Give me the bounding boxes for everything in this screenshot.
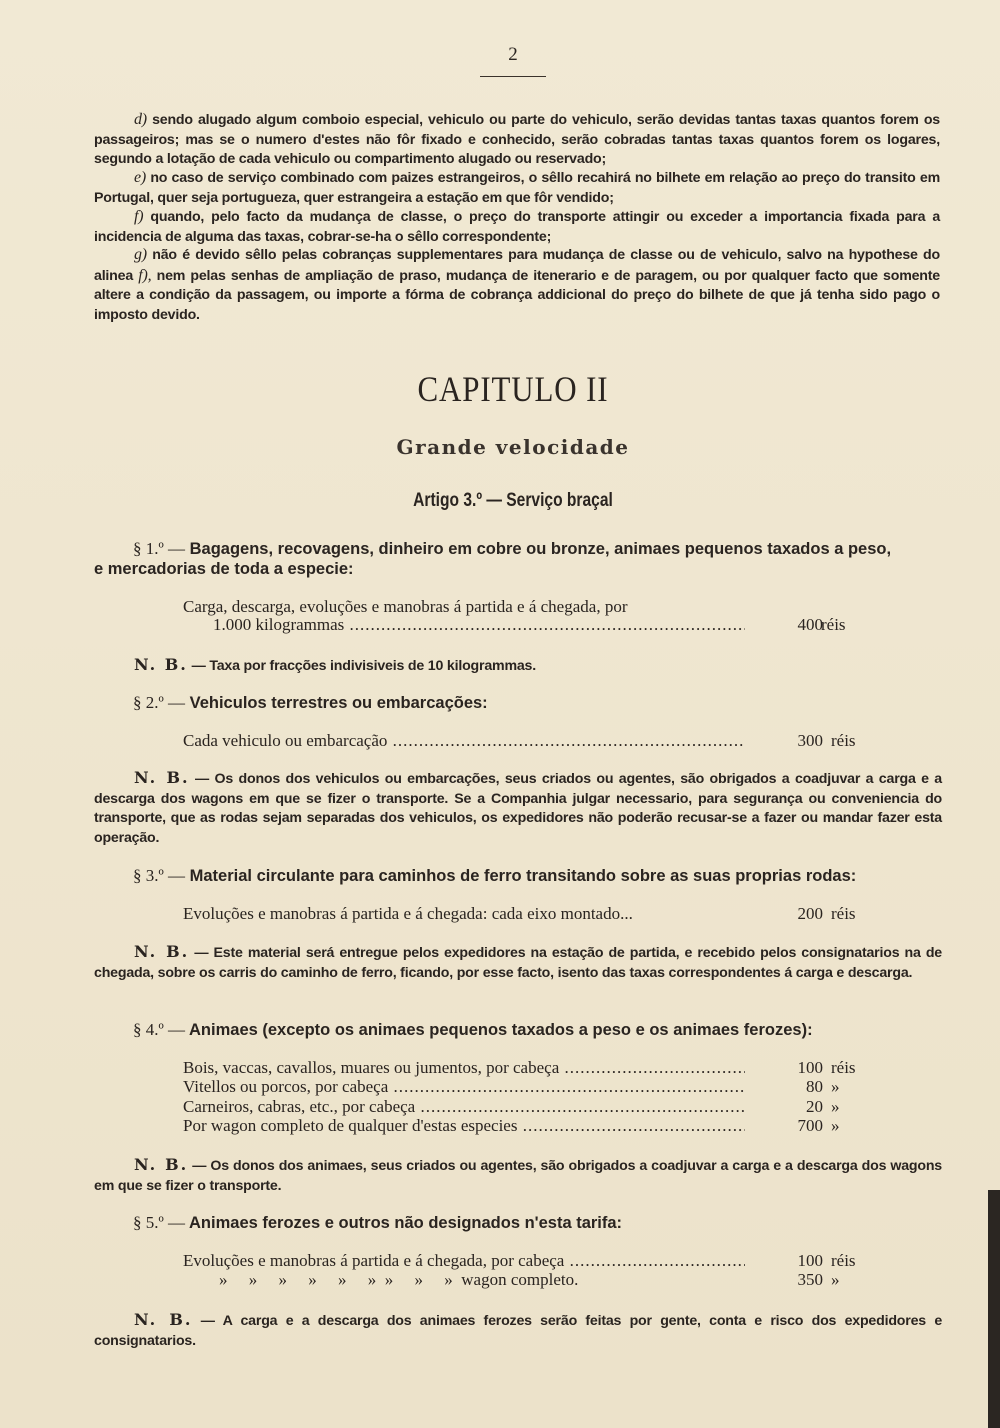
section-number: § 5.º — [133, 1213, 186, 1232]
tariff-row [183, 904, 857, 923]
section-title: Bagagens, recovagens, dinheiro em cobre ou bronze, animaes pequenos taxados a peso, [189, 540, 892, 558]
item-marker: f) [134, 208, 144, 225]
tariff-row [219, 1270, 893, 1289]
tariff-amount: 300 [797, 731, 823, 750]
item-reference: f), [138, 266, 152, 284]
item-marker: d) [134, 111, 147, 128]
tariff-unit: réis [831, 731, 856, 750]
paragraph-f [94, 207, 940, 247]
section-number: § 2.º — [133, 693, 186, 712]
tariff-unit: réis [821, 615, 846, 634]
article-title: Artigo 3.º — Serviço braçal [413, 490, 613, 511]
tariff-unit: » [831, 1077, 840, 1096]
item-marker: e) [134, 169, 147, 186]
page-number: 2 [508, 44, 518, 65]
page-number-rule [480, 76, 546, 77]
nota-bene-1: N. B. — Taxa por fracções indivisiveis de 10 kilogrammas. [94, 655, 942, 677]
nb-label: N. B. [134, 1310, 193, 1329]
tariff-description: Bois, vaccas, cavallos, muares ou jumentos, por cabeça ..... [183, 1058, 745, 1077]
nb-label: N. B. [134, 768, 190, 787]
nota-bene-3: N. B. — Este material será entregue pelos expedidores na estação de partida, e recebido pelos consignatarios na de chegada, sobre os carris do caminho de ferro, ficando, por esse facto, isento das taxas correspondentes á carga e descarga. [94, 942, 942, 981]
paragraph-text: quando, pelo facto da mudança de classe, o preço do transporte attingir ou exceder a importancia fixada para a incidencia de alguma das taxas, cobrar-se-ha o sêllo correspondente; [94, 209, 941, 245]
section-number: § 3.º — [133, 866, 186, 885]
section-number: § 4.º — [133, 1020, 186, 1039]
paragraph-text: no caso de serviço combinado com paizes estrangeiros, o sêllo recahirá no bilhete em relação ao preço do transito em Portugal, quer seja portugueza, quer estrangeira a estação em que fôr vendido; [94, 170, 940, 206]
section-number: § 1.º — [133, 539, 186, 558]
section-title: Material circulante para caminhos de ferro transitando sobre as suas proprias rodas: [189, 867, 857, 885]
tariff-amount: 100 [797, 1251, 823, 1270]
nb-label: N. B. [134, 1155, 189, 1174]
chapter-title: CAPITULO II [417, 369, 609, 409]
section-1-heading-cont: e mercadorias de toda a especie: [94, 560, 354, 578]
tariff-amount: 700 [797, 1116, 823, 1135]
tariff-amount: 80 [806, 1077, 823, 1096]
item-marker: g) [134, 246, 147, 263]
paragraph-e [94, 168, 940, 208]
tariff-row [183, 597, 857, 616]
chapter-subtitle: Grande velocidade [396, 435, 630, 459]
section-3-heading [133, 865, 856, 887]
tariff-unit: » [831, 1116, 840, 1135]
tariff-unit: » [831, 1270, 840, 1289]
paragraph-d [94, 110, 940, 170]
tariff-description: Por wagon completo de qualquer d'estas especies ..... [183, 1116, 745, 1135]
paragraph-text: não é devido sêllo pelas cobranças supplementares para mudança de classe ou de vehiculo, salvo na hypothese do alinea [94, 247, 940, 284]
tariff-description: Carga, descarga, evoluções e manobras á partida e á chegada, por [183, 597, 628, 616]
tariff-unit: » [831, 1097, 840, 1116]
nb-text: Os donos dos vehiculos ou embarcações, seus criados ou agentes, são obrigados a coadjuvar a carga e a descarga dos wagons em que se fizer o transporte. Se a Companhia julgar necessario, para segurança ou conveniencia do transporte, que as rodas sejam separadas dos vehiculos, os expedidores não poderão recusar-se a fazer ou mandar fazer esta operação. [94, 771, 942, 846]
nb-text: Os donos dos animaes, seus criados ou agentes, são obrigados a coadjuvar a carga e a descarga dos wagons em que se fizer o transporte. [94, 1158, 942, 1194]
tariff-description: Carneiros, cabras, etc., por cabeça ..... [183, 1097, 745, 1116]
paragraph-text: sendo alugado algum comboio especial, vehiculo ou parte do vehiculo, serão devidas tantas taxas quantos forem os passageiros; mas se o numero d'estes não fôr fixado e conhecido, serão cobradas tantas taxas quantos forem os logares, segundo a lotação de cada vehiculo ou compartimento alugado ou reservado; [94, 112, 940, 168]
nota-bene-2: N. B. — Os donos dos vehiculos ou embarcações, seus criados ou agentes, são obrigados a coadjuvar a carga e a descarga dos wagons em que se fizer o transporte. Se a Companhia julgar necessario, para segurança ou conveniencia do transporte, que as rodas sejam separadas dos vehiculos, os expedidores não poderão recusar-se a fazer ou mandar fazer esta operação. [94, 768, 942, 846]
tariff-description: » » » » » » » » » wagon completo. [219, 1270, 579, 1289]
nota-bene-5: N. B. — A carga e a descarga dos animaes ferozes serão feitas por gente, conta e risco dos expedidores e consignatarios. [94, 1310, 943, 1349]
section-2-heading [133, 692, 488, 714]
nb-label: N. B. [134, 655, 188, 674]
tariff-description: Evoluções e manobras á partida e á chegada: cada eixo montado... [183, 904, 633, 923]
paragraph-g [94, 245, 940, 325]
section-title: Animaes (excepto os animaes pequenos taxados a peso e os animaes ferozes): [189, 1021, 813, 1039]
tariff-unit: réis [831, 904, 856, 923]
tariff-unit: réis [831, 1058, 856, 1077]
scan-edge-shadow [988, 1190, 1000, 1428]
tariff-amount: 100 [797, 1058, 823, 1077]
tariff-unit: réis [831, 1251, 856, 1270]
nb-text: Taxa por fracções indivisiveis de 10 kilogrammas. [209, 658, 536, 674]
tariff-description: 1.000 kilogrammas ..... [213, 615, 745, 634]
section-5-heading [133, 1212, 622, 1234]
tariff-description: Vitellos ou porcos, por cabeça ..... [183, 1077, 745, 1096]
nota-bene-4: N. B. — Os donos dos animaes, seus criados ou agentes, são obrigados a coadjuvar a carga e a descarga dos wagons em que se fizer o transporte. [94, 1155, 942, 1194]
section-title: Animaes ferozes e outros não designados n'esta tarifa: [189, 1214, 623, 1232]
tariff-description: Evoluções e manobras á partida e á chegada, por cabeça ..... [183, 1251, 745, 1270]
paragraph-text: nem pelas senhas de ampliação de praso, mudança de itenerario e de paragem, ou por qualquer facto que somente altere a condição da passagem, ou importe a fórma de cobrança addicional do preço do bilhete de que já tenha sido pago o imposto devido. [94, 267, 940, 323]
section-title: Vehiculos terrestres ou embarcações: [189, 694, 488, 712]
section-1-heading [133, 538, 891, 560]
tariff-description: Cada vehiculo ou embarcação ..... [183, 731, 745, 750]
tariff-amount: 400 [797, 615, 823, 634]
nb-text: A carga e a descarga dos animaes ferozes serão feitas por gente, conta e risco dos expedidores e consignatarios. [94, 1313, 943, 1349]
tariff-amount: 200 [797, 904, 823, 923]
nb-label: N. B. [134, 942, 190, 961]
tariff-amount: 350 [797, 1270, 823, 1289]
nb-text: Este material será entregue pelos expedidores na estação de partida, e recebido pelos consignatarios na de chegada, sobre os carris do caminho de ferro, ficando, por esse facto, isento das taxas correspondentes á carga e descarga. [94, 945, 942, 981]
tariff-amount: 20 [806, 1097, 823, 1116]
section-4-heading [133, 1019, 813, 1041]
